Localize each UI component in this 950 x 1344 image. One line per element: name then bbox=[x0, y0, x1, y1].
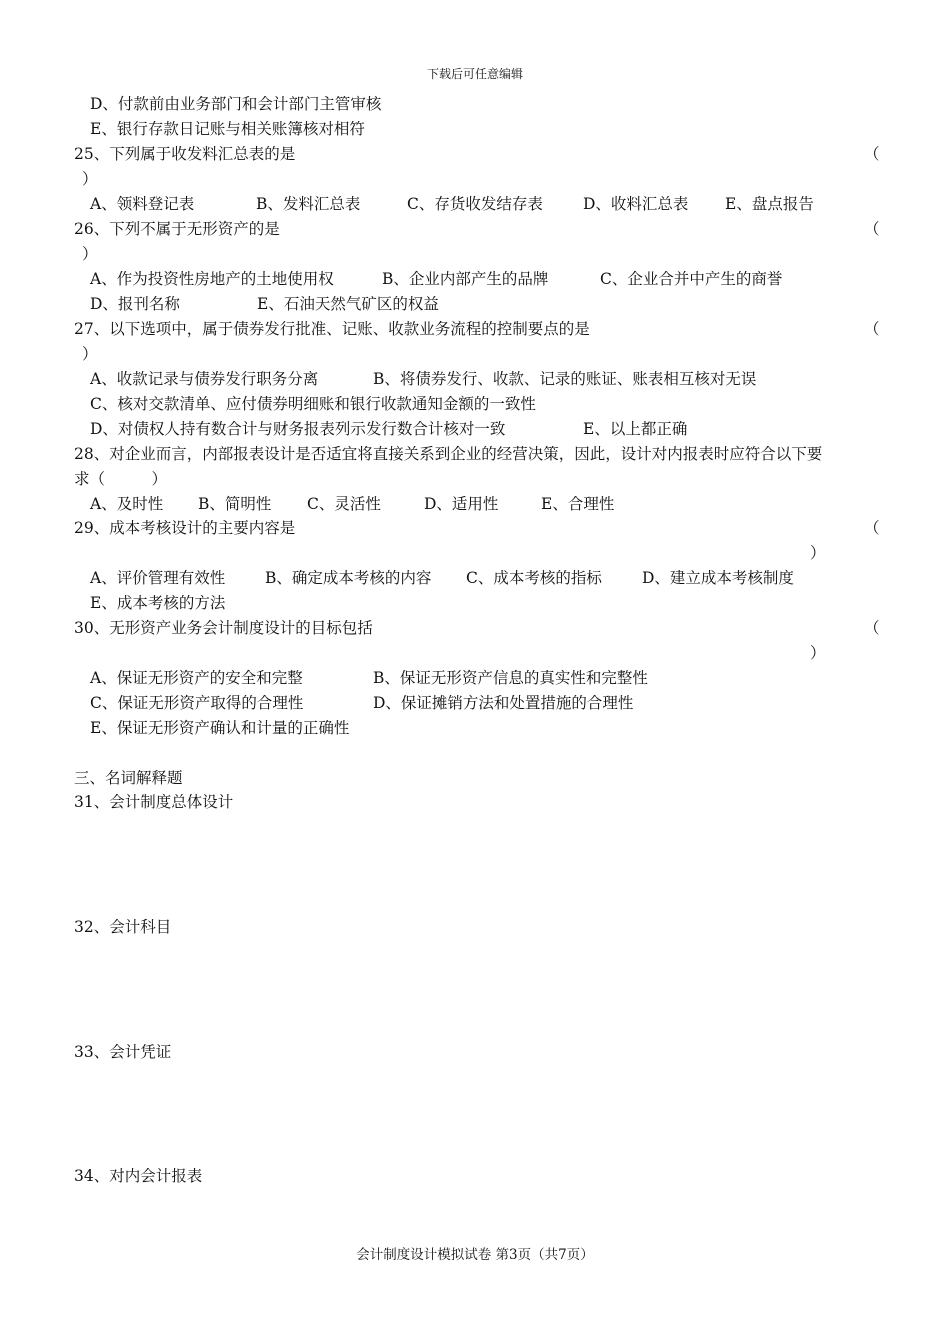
q25-option-a: A、领料登记表 bbox=[90, 195, 195, 213]
q26-option-e: E、石油天然气矿区的权益 bbox=[257, 295, 439, 313]
q26-option-b: B、企业内部产生的品牌 bbox=[382, 270, 549, 288]
q29-option-e: E、成本考核的方法 bbox=[90, 594, 226, 612]
q27-paren-open: （ bbox=[864, 320, 880, 338]
q30-stem: 30、无形资产业务会计制度设计的目标包括 bbox=[74, 619, 373, 637]
q30-paren-open: （ bbox=[864, 619, 880, 637]
q25-paren-open: （ bbox=[864, 145, 880, 163]
term-32: 32、会计科目 bbox=[74, 918, 172, 936]
q25-paren-close: ） bbox=[82, 170, 98, 188]
q29-option-c: C、成本考核的指标 bbox=[466, 569, 602, 587]
q26-option-c: C、企业合并中产生的商誉 bbox=[600, 270, 783, 288]
q30-option-b: B、保证无形资产信息的真实性和完整性 bbox=[373, 669, 648, 687]
q26-stem: 26、下列不属于无形资产的是 bbox=[74, 220, 280, 238]
q25-option-b: B、发料汇总表 bbox=[256, 195, 361, 213]
q29-option-b: B、确定成本考核的内容 bbox=[265, 569, 432, 587]
q28-option-b: B、简明性 bbox=[198, 495, 272, 513]
q25-stem: 25、下列属于收发料汇总表的是 bbox=[74, 145, 296, 163]
q30-option-a: A、保证无形资产的安全和完整 bbox=[90, 669, 303, 687]
q27-option-e: E、以上都正确 bbox=[583, 420, 688, 438]
q30-option-d: D、保证摊销方法和处置措施的合理性 bbox=[373, 694, 634, 712]
q25-option-d: D、收料汇总表 bbox=[583, 195, 689, 213]
q27-stem: 27、以下选项中，属于债券发行批准、记账、收款业务流程的控制要点的是 bbox=[74, 320, 590, 338]
q29-stem: 29、成本考核设计的主要内容是 bbox=[74, 519, 296, 537]
q26-option-a: A、作为投资性房地产的土地使用权 bbox=[90, 270, 334, 288]
q28-stem-cont: 求（ ） bbox=[74, 470, 168, 488]
section-3-title: 三、名词解释题 bbox=[74, 769, 183, 787]
q29-paren-open: （ bbox=[864, 519, 880, 537]
q28-option-a: A、及时性 bbox=[90, 495, 164, 513]
term-31: 31、会计制度总体设计 bbox=[74, 793, 234, 811]
q30-option-c: C、保证无形资产取得的合理性 bbox=[90, 694, 304, 712]
q25-option-e: E、盘点报告 bbox=[725, 195, 814, 213]
q25-option-c: C、存货收发结存表 bbox=[407, 195, 543, 213]
q26-option-d: D、报刊名称 bbox=[90, 295, 180, 313]
q30-option-e: E、保证无形资产确认和计量的正确性 bbox=[90, 719, 350, 737]
q29-option-d: D、建立成本考核制度 bbox=[642, 569, 794, 587]
q27-option-b: B、将债券发行、收款、记录的账证、账表相互核对无误 bbox=[373, 370, 757, 388]
q27-option-d: D、对债权人持有数合计与财务报表列示发行数合计核对一致 bbox=[90, 420, 506, 438]
term-33: 33、会计凭证 bbox=[74, 1043, 172, 1061]
q30-paren-close: ） bbox=[810, 644, 826, 662]
q28-option-d: D、适用性 bbox=[424, 495, 499, 513]
q27-option-a: A、收款记录与债券发行职务分离 bbox=[90, 370, 319, 388]
q29-option-a: A、评价管理有效性 bbox=[90, 569, 226, 587]
q24-option-e: E、银行存款日记账与相关账簿核对相符 bbox=[90, 120, 365, 138]
q27-option-c: C、核对交款清单、应付债券明细账和银行收款通知金额的一致性 bbox=[90, 395, 536, 413]
page-footer: 会计制度设计模拟试卷 第3页（共7页） bbox=[356, 1247, 594, 1263]
q26-paren-open: （ bbox=[864, 220, 880, 238]
q28-option-e: E、合理性 bbox=[541, 495, 615, 513]
q26-paren-close: ） bbox=[82, 245, 98, 263]
q29-paren-close: ） bbox=[810, 544, 826, 562]
q28-stem: 28、对企业而言，内部报表设计是否适宜将直接关系到企业的经营决策，因此，设计对内报表时应符合以下要 bbox=[74, 445, 823, 463]
q27-paren-close: ） bbox=[82, 345, 98, 363]
page-header: 下载后可任意编辑 bbox=[426, 67, 523, 81]
q24-option-d: D、付款前由业务部门和会计部门主管审核 bbox=[90, 95, 382, 113]
term-34: 34、对内会计报表 bbox=[74, 1167, 203, 1185]
q28-option-c: C、灵活性 bbox=[307, 495, 381, 513]
